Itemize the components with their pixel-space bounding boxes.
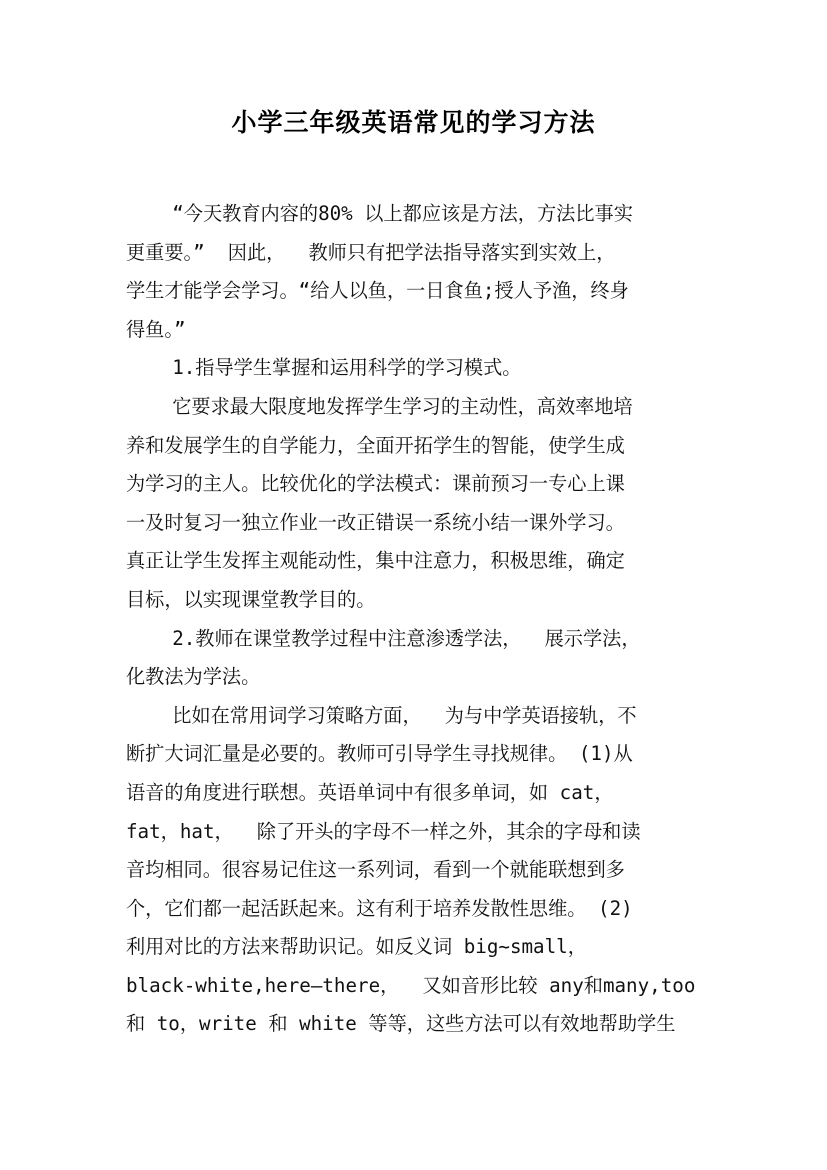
text-line: 断扩大词汇量是必要的。教师可引导学生寻找规律。 (1)从 — [126, 742, 633, 766]
text-line: 1.指导学生掌握和运用科学的学习模式。 — [126, 356, 522, 380]
text-line: 它要求最大限度地发挥学生学习的主动性，高效率地培 — [126, 394, 633, 418]
text-line: 个，它们都一起活跃起来。这有利于培养发散性思维。 (2) — [126, 896, 633, 920]
text-line: 得鱼。” — [126, 317, 186, 341]
text-line: 利用对比的方法来帮助识记。如反义词 big~small， — [126, 935, 587, 959]
text-line: 一及时复习一独立作业一改正错误一系统小结一课外学习。 — [126, 510, 625, 534]
text-line: 真正让学生发挥主观能动性，集中注意力，积极思维，确定 — [126, 549, 625, 573]
text-line: 养和发展学生的自学能力，全面开拓学生的智能，使学生成 — [126, 433, 625, 457]
text-line: 更重要。” 因此， 教师只有把学法指导落实到实效上， — [126, 240, 616, 264]
text-line: 音均相同。很容易记住这一系列词，看到一个就能联想到多 — [126, 858, 625, 882]
document-body — [126, 195, 704, 1044]
document-title: 小学三年级英语常见的学习方法 — [231, 108, 596, 137]
text-line: fat，hat， 除了开头的字母不一样之外，其余的字母和读 — [126, 819, 641, 843]
text-line: 为学习的主人。比较优化的学法模式：课前预习一专心上课 — [126, 472, 625, 496]
text-line: 化教法为学法。 — [126, 665, 261, 689]
text-line: 和 to，write 和 white 等等，这些方法可以有效地帮助学生 — [126, 1012, 676, 1036]
text-line: 2.教师在课堂教学过程中注意渗透学法， 展示学法， — [126, 626, 641, 650]
text-line: 比如在常用词学习策略方面， 为与中学英语接轨，不 — [126, 703, 637, 727]
text-line: 语音的角度进行联想。英语单词中有很多单词，如 cat， — [126, 780, 614, 804]
text-line: 目标，以实现课堂教学目的。 — [126, 587, 376, 611]
text-line: black-white,here—there， 又如音形比较 any和many,too — [126, 973, 696, 997]
text-line: 学生才能学会学习。“给人以鱼，一日食鱼;授人予渔，终身 — [126, 279, 629, 303]
text-line: “今天教育内容的80% 以上都应该是方法，方法比事实 — [126, 202, 633, 225]
